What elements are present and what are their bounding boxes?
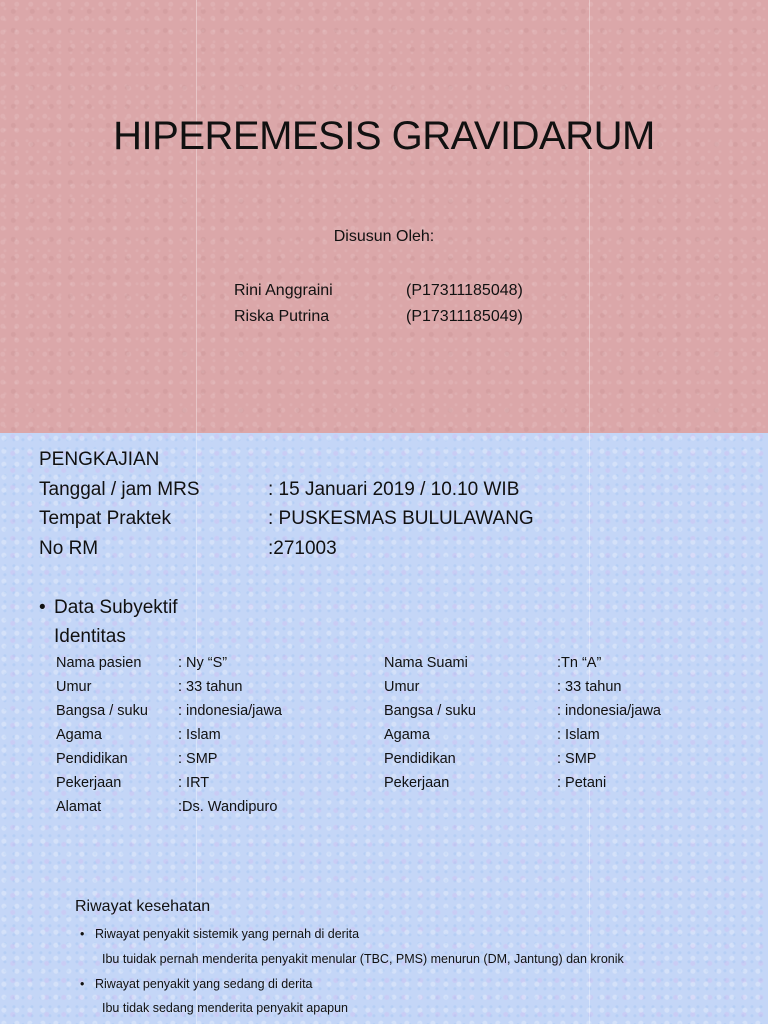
history-detail: Ibu tuidak pernah menderita penyakit menular (TBC, PMS) menurun (DM, Jantung) dan kronik (102, 952, 624, 966)
identity-label: Pekerjaan (56, 775, 122, 791)
identity-value: : indonesia/jawa (178, 703, 282, 719)
bullet-icon: • (80, 977, 85, 991)
identity-value: : Islam (178, 727, 221, 743)
identity-label: Nama Suami (384, 655, 468, 671)
identity-row (56, 655, 228, 671)
info-value: :271003 (268, 538, 337, 559)
history-bullet (80, 927, 359, 941)
bullet-icon: • (39, 597, 46, 618)
identity-value: : 33 tahun (178, 679, 243, 695)
spouse-identity-row (384, 775, 607, 791)
identity-label: Agama (56, 727, 102, 743)
identity-label: Bangsa / suku (384, 703, 476, 719)
history-bullet (80, 977, 313, 991)
info-value: : 15 Januari 2019 / 10.10 WIB (268, 479, 520, 500)
history-bullet-text: Riwayat penyakit yang sedang di derita (95, 977, 313, 991)
author-nim: (P17311185049) (406, 308, 523, 325)
info-label: Tempat Praktek (39, 508, 171, 529)
identity-label: Pendidikan (56, 751, 128, 767)
assessment-heading: PENGKAJIAN (39, 449, 160, 470)
identity-value: : Islam (557, 727, 600, 743)
identity-value: :Ds. Wandipuro (178, 799, 278, 815)
identity-value: : SMP (557, 751, 597, 767)
background-line (589, 0, 590, 433)
background-line (196, 0, 197, 433)
identity-value: : SMP (178, 751, 218, 767)
author-nim: (P17311185048) (406, 282, 523, 299)
title-slide (0, 0, 768, 433)
identity-label: Alamat (56, 799, 102, 815)
identity-label: Pendidikan (384, 751, 456, 767)
identity-row (56, 799, 278, 815)
identity-label: Umur (56, 679, 92, 695)
identity-row (56, 727, 221, 743)
identity-row (56, 751, 218, 767)
bullet-icon: • (80, 927, 85, 941)
identity-label: Bangsa / suku (56, 703, 148, 719)
identity-value: : 33 tahun (557, 679, 622, 695)
identity-value: : Ny “S” (178, 655, 228, 671)
spouse-identity-row (384, 679, 622, 695)
author-name: Rini Anggraini (234, 282, 333, 299)
identity-row (56, 703, 282, 719)
identity-value: :Tn “A” (557, 655, 602, 671)
identity-value: : IRT (178, 775, 210, 791)
section-title: Data Subyektif (54, 597, 178, 618)
info-row (39, 538, 337, 560)
identity-value: : indonesia/jawa (557, 703, 661, 719)
identity-row (56, 775, 210, 791)
identity-label: Agama (384, 727, 430, 743)
info-label: Tanggal / jam MRS (39, 479, 200, 500)
info-label: No RM (39, 538, 99, 559)
assessment-slide (0, 433, 768, 1024)
info-row (39, 508, 534, 530)
identity-label: Umur (384, 679, 420, 695)
identity-label: Pekerjaan (384, 775, 450, 791)
section-bullet (39, 597, 178, 619)
health-history-title: Riwayat kesehatan (75, 898, 211, 915)
spouse-identity-row (384, 727, 600, 743)
slide-title: HIPEREMESIS GRAVIDARUM (113, 114, 655, 158)
spouse-identity-row (384, 751, 597, 767)
info-value: : PUSKESMAS BULULAWANG (268, 508, 534, 529)
identity-heading: Identitas (54, 626, 126, 647)
identity-row (56, 679, 243, 695)
spouse-identity-row (384, 703, 661, 719)
author-row (234, 308, 523, 326)
author-row (234, 282, 523, 300)
history-detail: Ibu tidak sedang menderita penyakit apapun (102, 1001, 349, 1015)
identity-value: : Petani (557, 775, 607, 791)
prepared-by-label: Disusun Oleh: (333, 228, 435, 245)
info-row (39, 479, 520, 501)
author-name: Riska Putrina (234, 308, 330, 325)
history-bullet-text: Riwayat penyakit sistemik yang pernah di derita (95, 927, 360, 941)
identity-label: Nama pasien (56, 655, 142, 671)
spouse-identity-row (384, 655, 602, 671)
